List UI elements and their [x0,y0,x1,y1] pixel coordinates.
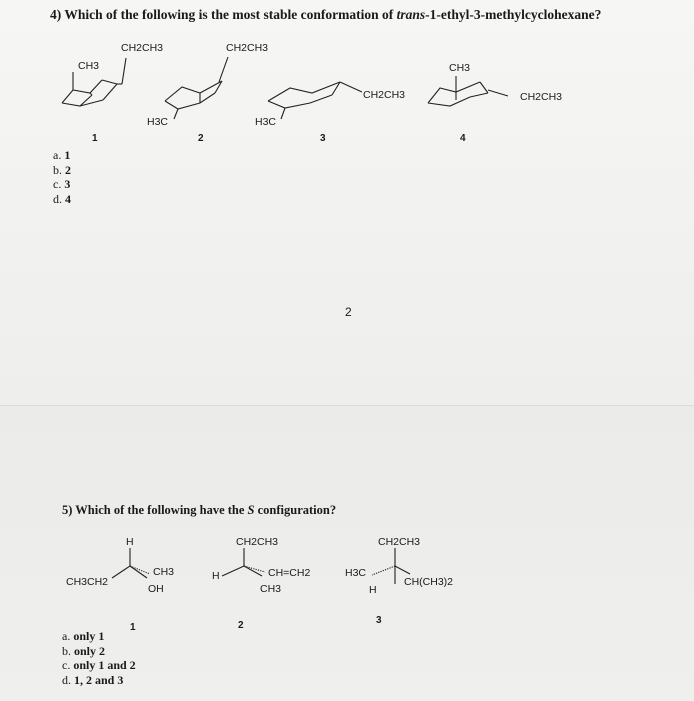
q5-s2-number: 2 [238,620,244,631]
q5-s2-h: H [212,570,220,582]
q4-s3-ethyl: CH2CH3 [363,89,406,101]
q4-option-b[interactable]: b. 2 [53,162,71,177]
question-4-prefix: 4) Which of the following is the most stable conformation of [50,7,397,22]
q5-s1-h: H [126,536,134,548]
question-4-compound: -1-ethyl-3-methylcyclohexane? [425,7,602,22]
q5-s2-vinyl: CH=CH2 [268,567,311,579]
q4-s4-ethyl: CH2CH3 [520,91,563,103]
q4-s1-ethyl: CH2CH3 [121,42,164,54]
page-number: 2 [345,305,352,319]
q5-structure-2-bonds [222,548,265,576]
q5-s1-ethyl: CH3CH2 [66,576,109,588]
q4-options [53,148,71,206]
q4-s2-number: 2 [198,133,204,144]
q5-s3-h: H [369,584,377,596]
q5-s1-number: 1 [130,622,136,633]
q5-s3-methyl: H3C [345,567,367,579]
q5-s2-ethyl: CH2CH3 [236,536,279,548]
q4-structure-2-ring [165,57,228,119]
q5-s1-oh: OH [148,583,164,595]
q5-s2-methyl: CH3 [260,583,282,595]
q4-option-c[interactable]: c. 3 [53,177,71,191]
q4-option-a[interactable]: a. 1 [53,148,71,162]
q4-structure-4-ring [428,76,508,106]
q5-option-b[interactable]: b. only 2 [62,643,106,658]
question-5-text: 5) Which of the following have the S configuration? [62,503,337,517]
q5-s3-ethyl: CH2CH3 [378,536,421,548]
q5-s3-isopropyl: CH(CH3)2 [404,576,454,588]
question-4-trans: trans [396,7,426,22]
q4-structure-3-ring [268,82,362,119]
q5-s1-methyl: CH3 [153,566,175,578]
q5-structure-1-bonds [112,548,150,578]
q5-option-a[interactable]: a. only 1 [62,629,105,643]
q4-s4-number: 4 [460,133,466,144]
q4-s3-number: 3 [320,133,326,144]
q4-s1-number: 1 [92,133,98,144]
q5-option-d[interactable]: d. 1, 2 and 3 [62,672,124,687]
q5-option-c[interactable]: c. only 1 and 2 [62,658,136,672]
q4-s2-ethyl: CH2CH3 [226,42,269,54]
q4-option-d[interactable]: d. 4 [53,191,71,206]
q4-s3-methyl: H3C [255,116,277,128]
q4-s1-methyl: CH3 [78,60,100,72]
q4-s4-methyl: CH3 [449,62,471,74]
q5-s3-number: 3 [376,615,382,626]
q5-options [62,629,136,687]
q4-s2-methyl: H3C [147,116,169,128]
